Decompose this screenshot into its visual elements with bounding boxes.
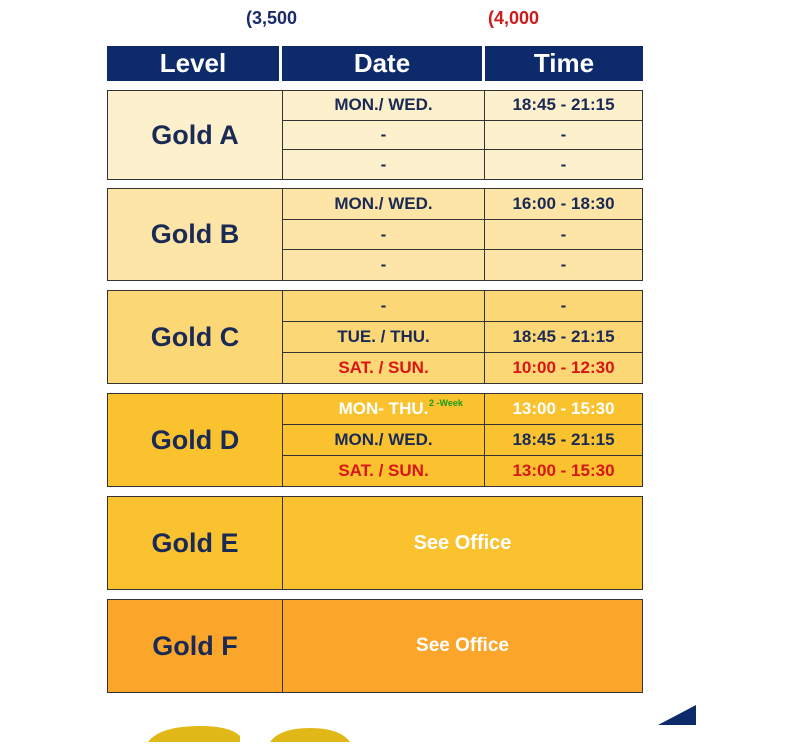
table-header	[107, 46, 643, 81]
date-cell: SAT. / SUN.	[283, 456, 485, 486]
level-label: Gold A	[108, 91, 283, 179]
table-row	[283, 322, 642, 353]
time-cell: -	[560, 125, 567, 144]
time-cell: 18:45 - 21:15	[512, 95, 615, 115]
header-time: Time	[485, 46, 643, 81]
time-cell: -	[560, 296, 567, 315]
time-cell: 10:00 - 12:30	[512, 358, 615, 377]
date-cell	[283, 394, 485, 424]
date-cell: SAT. / SUN.	[283, 353, 485, 383]
time-cell: -	[560, 224, 567, 244]
table-row	[283, 250, 642, 280]
time-cell: 13:00 - 15:30	[512, 399, 615, 418]
time-cell: 16:00 - 18:30	[512, 193, 615, 213]
block-gold-d	[107, 393, 643, 487]
top-text-line	[40, 0, 760, 6]
table-row	[283, 91, 642, 121]
date-cell: TUE. / THU.	[283, 322, 485, 352]
block-gold-f	[107, 599, 643, 693]
level-label: Gold E	[108, 497, 283, 589]
date-cell: -	[283, 121, 485, 150]
date-cell: -	[283, 150, 485, 179]
bottom-arrow-fragment	[650, 703, 700, 725]
header-date: Date	[282, 46, 482, 81]
time-cell: 13:00 - 15:30	[512, 461, 615, 480]
price-right: (4,000	[488, 8, 540, 28]
see-office-text: See Office	[413, 531, 512, 554]
time-cell: -	[560, 255, 567, 275]
table-row	[283, 291, 642, 322]
block-gold-a	[107, 90, 643, 180]
table-row	[283, 189, 642, 220]
level-label: Gold B	[108, 189, 283, 280]
date-cell: MON./ WED.	[283, 91, 485, 120]
block-gold-e	[107, 496, 643, 590]
table-row	[283, 220, 642, 251]
date-cell: -	[283, 220, 485, 250]
bottom-logo-fragment	[140, 712, 380, 752]
header-level: Level	[107, 46, 279, 81]
price-left: (3,500	[246, 8, 298, 28]
see-office-text: See Office	[416, 635, 509, 656]
block-gold-b	[107, 188, 643, 281]
table-row	[283, 425, 642, 456]
table-row	[283, 353, 642, 383]
table-row	[283, 456, 642, 486]
date-cell: MON./ WED.	[283, 189, 485, 219]
level-label: Gold F	[108, 600, 283, 692]
date-cell: MON./ WED.	[283, 425, 485, 455]
table-row	[283, 121, 642, 151]
date-text: MON- THU.	[338, 399, 429, 418]
table-row	[283, 394, 642, 425]
two-week-note: 2 -Week	[429, 398, 463, 408]
table-row	[283, 150, 642, 179]
block-gold-c	[107, 290, 643, 384]
time-cell: 18:45 - 21:15	[512, 430, 615, 449]
date-cell: -	[283, 250, 485, 280]
level-label: Gold C	[108, 291, 283, 383]
time-cell: -	[560, 154, 567, 174]
date-cell: -	[283, 291, 485, 321]
level-label: Gold D	[108, 394, 283, 486]
time-cell: 18:45 - 21:15	[512, 327, 615, 346]
